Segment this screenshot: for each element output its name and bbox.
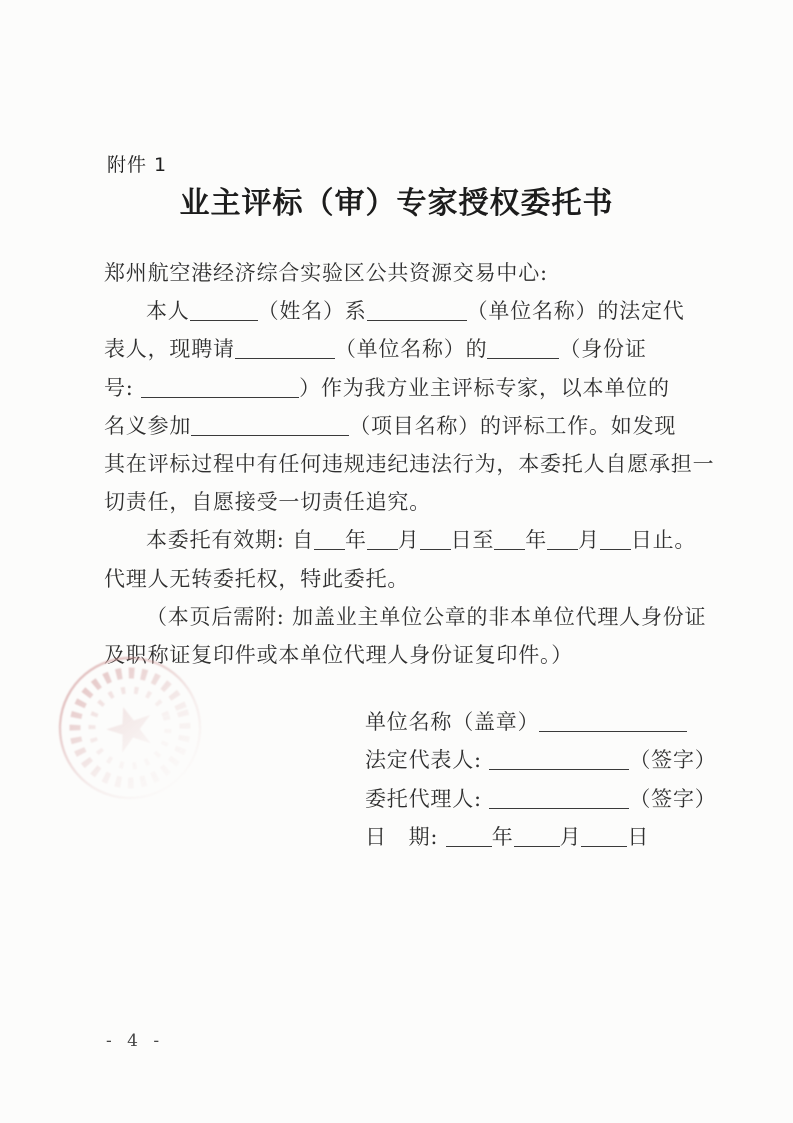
text-segment: 日: [627, 825, 650, 850]
text-segment: （姓名）系: [257, 299, 367, 324]
text-segment: 年: [491, 825, 514, 850]
text-line: [365, 818, 717, 856]
seal-star-icon: [101, 700, 158, 755]
text-line: [104, 560, 708, 598]
text-line: [104, 636, 708, 674]
blank-field: [141, 378, 299, 398]
text-line: [104, 407, 708, 445]
text-segment: （项目名称）的评标工作。如发现: [349, 413, 677, 438]
document-body: [104, 254, 715, 674]
text-segment: 年: [525, 528, 547, 553]
text-segment: 年: [344, 528, 367, 553]
text-segment: （单位名称）的: [334, 337, 488, 362]
blank-field: [600, 530, 631, 550]
salutation: 郑州航空港经济综合实验区公共资源交易中心:: [104, 261, 548, 285]
text-line: [104, 521, 708, 559]
blank-field: [235, 339, 335, 359]
text-segment: （签字）: [629, 748, 717, 773]
text-segment: 表人，现聘请: [104, 337, 235, 362]
text-segment: 单位名称（盖章）: [365, 710, 540, 734]
text-segment: 及职称证复印件或本单位代理人身份证复印件。）: [104, 642, 574, 667]
text-line: [365, 741, 717, 779]
text-segment: 名义参加: [104, 413, 192, 438]
page-number: - 4 -: [106, 1031, 165, 1051]
text-segment: （签字）: [629, 786, 717, 811]
body-paragraphs: [104, 292, 715, 674]
text-segment: 日 期:: [365, 825, 446, 850]
text-line: [104, 483, 708, 521]
attachment-label: 附件 1: [107, 154, 168, 176]
text-segment: 切责任，自愿接受一切责任追究。: [104, 490, 431, 515]
text-segment: 代理人无转委托权，特此委托。: [104, 566, 410, 591]
text-segment: 其在评标过程中有任何违规违纪违法行为，本委托人自愿承担一: [104, 451, 715, 476]
text-segment: 法定代表人:: [365, 748, 490, 773]
text-segment: 本人: [146, 299, 190, 324]
text-segment: 月: [578, 528, 600, 553]
text-segment: ）作为我方业主评标专家，以本单位的: [299, 375, 670, 400]
blank-field: [489, 750, 629, 770]
blank-field: [514, 827, 560, 847]
text-line: [104, 445, 715, 483]
text-segment: 日至: [450, 528, 495, 553]
blank-field: [489, 789, 629, 809]
text-line: [365, 780, 717, 818]
text-line: [365, 703, 717, 741]
blank-field: [367, 530, 398, 550]
text-segment: 本委托有效期: 自: [146, 528, 314, 553]
text-segment: （身份证: [559, 337, 647, 362]
blank-field: [487, 339, 559, 359]
text-segment: 日止。: [630, 528, 697, 553]
text-segment: 委托代理人:: [365, 786, 490, 811]
text-segment: （单位名称）的法定代: [466, 299, 685, 324]
text-line: [104, 292, 708, 330]
blank-field: [547, 530, 578, 550]
blank-field: [191, 416, 349, 436]
text-segment: 号:: [104, 375, 142, 400]
text-segment: （本页后需附: 加盖业主单位公章的非本单位代理人身份证: [146, 604, 707, 629]
document-title: 业主评标（审）专家授权委托书: [179, 186, 614, 221]
blank-field: [314, 530, 345, 550]
blank-field: [367, 301, 467, 321]
blank-field: [420, 530, 451, 550]
text-segment: 月: [559, 825, 582, 850]
blank-field: [446, 827, 492, 847]
blank-field: [190, 301, 258, 321]
signature-block: [365, 703, 717, 857]
blank-field: [494, 530, 525, 550]
text-line: [104, 598, 708, 636]
blank-field: [581, 827, 627, 847]
text-line: [104, 369, 708, 407]
blank-field: [539, 712, 687, 732]
text-line: [104, 330, 708, 368]
text-segment: 月: [397, 528, 420, 553]
